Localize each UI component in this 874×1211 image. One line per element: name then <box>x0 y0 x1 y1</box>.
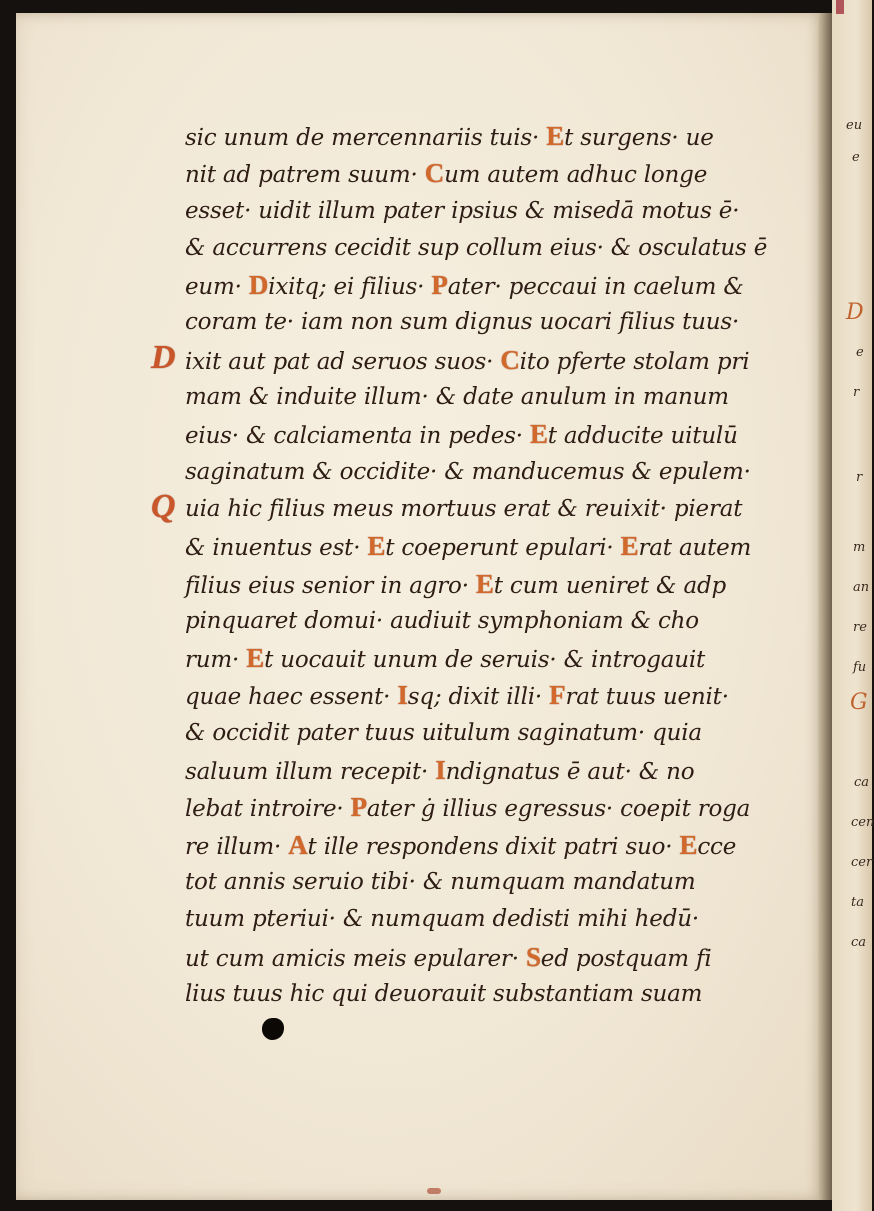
rubricated-initial: E <box>546 121 565 151</box>
text-segment: ed postquam fi <box>540 945 712 972</box>
facing-page-fragment: D <box>846 300 864 325</box>
text-line <box>185 304 795 341</box>
text-line <box>185 677 795 714</box>
rubricated-initial: E <box>246 643 265 674</box>
binding-gutter <box>818 13 832 1200</box>
text-line <box>185 603 795 640</box>
text-segment: coram te· iam non sum dignus uocari filius tuus· <box>185 309 740 336</box>
facing-page-fragment: ca <box>851 935 867 950</box>
text-segment: ito pferte stolam pri <box>519 348 750 375</box>
text-line <box>185 864 795 901</box>
text-segment: tuum pteriui· & numquam dedisti mihi hedū· <box>185 906 699 933</box>
facing-page-fragment: e <box>856 345 864 360</box>
facing-page-fragment: ca <box>854 775 870 790</box>
text-segment: ater· peccaui in caelum & <box>447 274 744 301</box>
text-line <box>185 267 795 304</box>
text-line <box>185 118 795 155</box>
rubricated-initial: F <box>549 680 566 711</box>
text-segment: sq; dixit illi· <box>407 684 550 711</box>
text-line <box>185 752 795 789</box>
text-segment: mam & induite illum· & date anulum in manum <box>185 384 729 411</box>
text-line <box>185 939 795 976</box>
rubricated-initial: E <box>679 829 698 860</box>
facing-page-edge <box>832 0 872 1211</box>
text-segment: nit ad patrem suum· <box>185 162 425 189</box>
text-segment: rat autem <box>638 535 752 562</box>
text-segment: t ille respondens dixit patri suo· <box>307 833 680 860</box>
text-segment: ater ġ illius egressus· coepit roga <box>366 796 751 823</box>
text-segment: ixitq; ei filius· <box>268 274 432 301</box>
facing-page-fragment: r <box>856 470 863 485</box>
text-line <box>151 487 795 528</box>
text-segment: t surgens· ue <box>564 125 714 151</box>
text-line <box>151 338 795 379</box>
text-segment: rat tuus uenit· <box>565 684 729 711</box>
facing-page-fragment: m <box>853 540 866 555</box>
text-segment: ixit aut pat ad seruos suos· <box>185 348 501 375</box>
text-line <box>185 715 795 752</box>
facing-page-fragment: fu <box>853 660 867 675</box>
facing-page-fragment: an <box>853 580 870 595</box>
text-segment: lebat introire· <box>185 796 351 823</box>
text-segment: t cum ueniret & adp <box>493 572 726 599</box>
text-segment: tot annis seruio tibi· & numquam mandatum <box>185 868 696 895</box>
rubricated-initial: C <box>424 158 445 189</box>
text-line <box>185 230 795 267</box>
text-segment: rum· <box>185 647 247 674</box>
text-segment: quae haec essent· <box>185 684 398 711</box>
text-segment: & inuentus est· <box>185 535 368 562</box>
facing-page-fragment: ta <box>851 895 864 910</box>
rubricated-initial: D <box>248 270 269 301</box>
text-segment: & occidit pater tuus uitulum saginatum· quia <box>185 719 702 746</box>
text-segment: ut cum amicis meis epularer· <box>185 945 526 972</box>
text-segment: um autem adhuc longe <box>444 162 708 189</box>
text-line <box>185 193 795 230</box>
text-segment: ndignatus ē aut· & no <box>445 759 695 786</box>
text-line <box>185 901 795 938</box>
text-segment: & accurrens cecidit sup collum eius· & osculatus ē <box>185 234 768 261</box>
rubricated-initial: A <box>288 829 308 860</box>
hanging-initial: Q <box>151 487 176 525</box>
page-edge-marker <box>836 0 844 14</box>
ink-blot <box>427 1188 441 1194</box>
facing-page-fragment: e <box>852 150 860 165</box>
rubricated-initial: S <box>525 941 541 972</box>
text-line <box>185 528 795 565</box>
rubricated-initial: P <box>350 792 367 823</box>
facing-page-fragment: re <box>853 620 867 635</box>
facing-page-fragment: r <box>853 385 860 400</box>
text-segment: saluum illum recepit· <box>185 759 436 786</box>
text-segment: eum· <box>185 274 249 301</box>
rubricated-initial: P <box>431 270 448 301</box>
facing-page-fragment: cen <box>851 815 874 830</box>
text-line <box>185 827 795 864</box>
facing-page-fragment: cer <box>851 855 873 870</box>
text-segment: filius eius senior in agro· <box>185 572 476 599</box>
text-segment: sic unum de mercennariis tuis· <box>185 125 547 151</box>
text-line <box>185 789 795 826</box>
text-segment: eius· & calciamenta in pedes· <box>185 423 530 450</box>
text-line <box>185 379 795 416</box>
rubricated-initial: E <box>620 531 639 562</box>
text-segment: saginatum & occidite· & manducemus & epulem· <box>185 458 751 485</box>
facing-page-fragment: eu <box>846 118 863 133</box>
manuscript-text-block <box>151 118 795 1013</box>
text-line <box>185 640 795 677</box>
rubricated-initial: I <box>435 755 446 786</box>
text-line <box>185 454 795 491</box>
rubricated-initial: E <box>475 568 494 599</box>
rubricated-initial: E <box>367 531 386 562</box>
text-segment: cce <box>697 833 737 860</box>
text-segment: re illum· <box>185 833 289 860</box>
text-segment: uia hic filius meus mortuus erat & reuixit· pierat <box>185 495 743 522</box>
rubricated-initial: I <box>397 680 408 711</box>
text-line <box>185 976 795 1013</box>
rubricated-initial: C <box>500 344 520 375</box>
text-segment: t uocauit unum de seruis· & introgauit <box>264 647 706 674</box>
text-segment: pinquaret domui· audiuit symphoniam & cho <box>185 607 699 634</box>
hanging-initial: D <box>151 338 176 376</box>
text-segment: lius tuus hic qui deuorauit substantiam suam <box>185 980 703 1007</box>
facing-page-fragment: G <box>850 690 868 715</box>
text-segment: t adducite uitulū <box>547 423 738 450</box>
text-line <box>185 566 795 603</box>
text-segment: t coeperunt epulari· <box>385 535 621 562</box>
rubricated-initial: E <box>529 419 548 450</box>
text-line <box>185 155 795 192</box>
text-segment: esset· uidit illum pater ipsius & misedā motus ē· <box>185 197 740 224</box>
text-line <box>185 416 795 453</box>
